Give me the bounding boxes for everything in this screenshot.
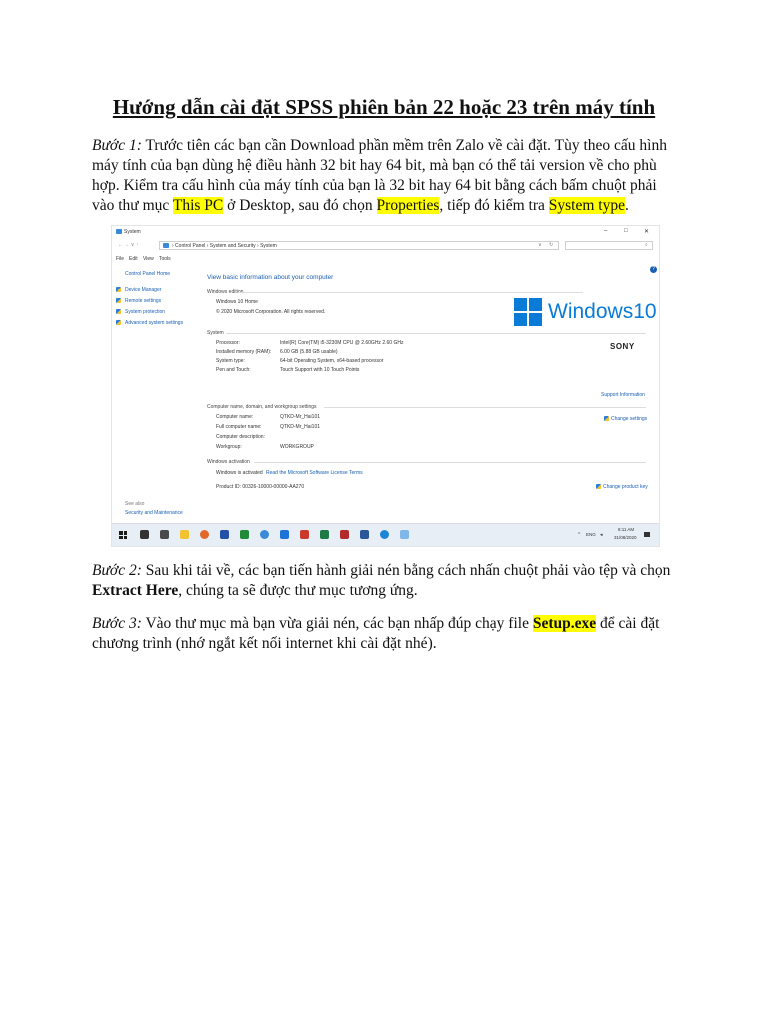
shield-icon [116,320,121,325]
shield-icon [116,309,121,314]
step-1-text-b: ở Desktop, sau đó chọn [223,197,377,214]
product-id: Product ID: 00326-10000-00000-AA270 [216,484,305,490]
step-2-text-a: Sau khi tải về, các bạn tiến hành giải nén bằng cách nhấn chuột phải vào tệp và chọn [141,562,671,579]
step-1-text-c: , tiếp đó kiểm tra [439,197,549,214]
workgroup-label: Workgroup: [216,444,242,450]
step-1-text-a: Trước tiên các bạn cần Download phần mềm trên Zalo về cài đặt. Tùy theo cấu hình máy tính của bạn dùng hệ điều hành 32 bit hay 64 bit, mà bạn có thể tải version về cho phù hợp. Kiểm tra cấu hình của máy tính của bạn là 32 bit hay 64 bit bằng cách bấm chuột phải vào thư mục [92,137,667,214]
workgroup-value: WORKGROUP [280,444,314,450]
step-3-text-b: để cài đặt chương trình (nhớ ngắt kết nối internet khi cài đặt nhé). [92,615,660,652]
search-input[interactable] [565,241,653,250]
sidebar-advanced-system-settings[interactable]: Advanced system settings [125,320,184,326]
lock-icon[interactable] [140,530,149,539]
firefox-icon[interactable] [200,530,209,539]
change-settings-link[interactable]: Change settings [611,416,648,422]
taskbar [112,523,659,547]
step-2-text-b: , chúng ta sẽ được thư mục tương ứng. [178,582,418,599]
nav-arrows-icon[interactable]: ← → ∨ ↑ [118,242,139,248]
window-title: System [124,229,141,235]
file-explorer-icon[interactable] [180,530,189,539]
app-icon[interactable] [280,530,289,539]
control-panel-icon [163,243,169,248]
menu-view[interactable]: View [143,256,154,262]
pen-touch-value: Touch Support with 10 Touch Points [280,367,360,373]
task-view-icon[interactable] [160,530,169,539]
computer-name-value: QTKD-Mr_Hai101 [280,414,321,420]
step-3-text-a: Vào thư mục mà bạn vừa giải nén, các bạn nhấp đúp chạy file [141,615,533,632]
tray-time[interactable]: 8:11 AM [618,527,635,532]
shield-icon [116,287,121,292]
computer-description-label: Computer description: [216,434,265,440]
shield-icon [604,416,609,421]
step-3-paragraph [92,614,682,654]
step-1-label: Bước 1: [92,137,142,154]
word-icon[interactable] [360,530,369,539]
excel-icon[interactable] [320,530,329,539]
computer-name-header: Computer name, domain, and workgroup settings [207,404,317,410]
system-type-value: 64-bit Operating System, x64-based processor [280,358,384,364]
chrome-icon[interactable] [260,530,269,539]
notification-icon[interactable] [644,532,650,537]
windows-start-icon[interactable] [119,531,127,539]
computer-icon [116,229,122,234]
refresh-icon[interactable]: ↻ [549,242,554,248]
sidebar-device-manager[interactable]: Device Manager [125,287,162,293]
main-heading: View basic information about your computer [207,274,334,281]
sidebar-system-protection[interactable]: System protection [125,309,166,315]
window-titlebar [112,226,659,238]
divider [238,292,583,293]
app-icon[interactable] [220,530,229,539]
tray-arrow-icon[interactable]: ^ [578,532,581,538]
license-terms-link[interactable]: Read the Microsoft Software License Terms [266,470,363,476]
pen-touch-label: Pen and Touch: [216,367,251,373]
highlight-setup-exe: Setup.exe [532,615,597,632]
edge-icon[interactable] [380,530,389,539]
menu-tools[interactable]: Tools [159,256,171,262]
change-product-key-link[interactable]: Change product key [603,484,648,490]
step-1-text-d: . [624,197,629,214]
highlight-properties: Properties [376,197,440,214]
divider [226,333,646,334]
shield-icon [116,298,121,303]
security-maintenance-link[interactable]: Security and Maintenance [125,510,183,516]
menu-file[interactable]: File [116,256,125,262]
search-icon: ⌕ [645,242,648,248]
windows-10-logo-text: Windows10 [548,300,657,323]
activation-status: Windows is activated [216,470,263,476]
highlight-system-type: System type [548,197,625,214]
divider [254,462,646,463]
help-icon[interactable]: ? [650,266,657,273]
edition-name: Windows 10 Home [216,299,258,305]
full-computer-name-label: Full computer name: [216,424,262,430]
access-icon[interactable] [340,530,349,539]
see-also-label: See also [125,501,145,507]
divider [324,407,646,408]
support-information-link[interactable]: Support Information [601,392,645,398]
control-panel-icon[interactable] [400,530,409,539]
system-header: System [207,330,224,336]
app-icon[interactable] [240,530,249,539]
step-3-label: Bước 3: [92,615,142,632]
windows-logo-icon [514,298,542,326]
address-bar[interactable] [159,241,559,250]
step-2-paragraph [92,561,682,601]
powerpoint-icon[interactable] [300,530,309,539]
speaker-icon[interactable]: ◂ [600,532,603,538]
system-window-screenshot [111,225,660,547]
tray-date[interactable]: 31/08/2020 [614,535,637,540]
breadcrumb: › Control Panel › System and Security › System [172,243,277,249]
computer-name-label: Computer name: [216,414,254,420]
processor-value: Intel(R) Core(TM) i5-3230M CPU @ 2.60GHz 2.60 GHz [280,340,404,346]
system-type-label: System type: [216,358,245,364]
step-1-paragraph [92,136,682,216]
sidebar-remote-settings[interactable]: Remote settings [125,298,162,304]
copyright-text: © 2020 Microsoft Corporation. All rights reserved. [216,309,326,315]
oem-logo: SONY [610,342,635,351]
shield-icon [596,484,601,489]
minimize-icon[interactable]: – [604,228,608,234]
sidebar-control-panel-home[interactable]: Control Panel Home [125,271,171,277]
page-title: Hướng dẫn cài đặt SPSS phiên bản 22 hoặc 23 trên máy tính [112,95,656,119]
memory-label: Installed memory (RAM): [216,349,272,355]
highlight-this-pc: This PC [172,197,224,214]
edition-header: Windows edition [207,289,244,295]
step-2-label: Bước 2: [92,562,142,579]
tray-language[interactable]: ENG [586,532,596,537]
close-icon[interactable]: ✕ [644,229,650,235]
extract-here-bold: Extract Here [92,582,179,599]
processor-label: Processor: [216,340,240,346]
full-computer-name-value: QTKD-Mr_Hai101 [280,424,321,430]
dropdown-icon[interactable]: ∨ [538,242,542,248]
maximize-icon[interactable]: □ [624,228,628,234]
activation-header: Windows activation [207,459,250,465]
menu-edit[interactable]: Edit [129,256,138,262]
memory-value: 6.00 GB (5.88 GB usable) [280,349,338,355]
